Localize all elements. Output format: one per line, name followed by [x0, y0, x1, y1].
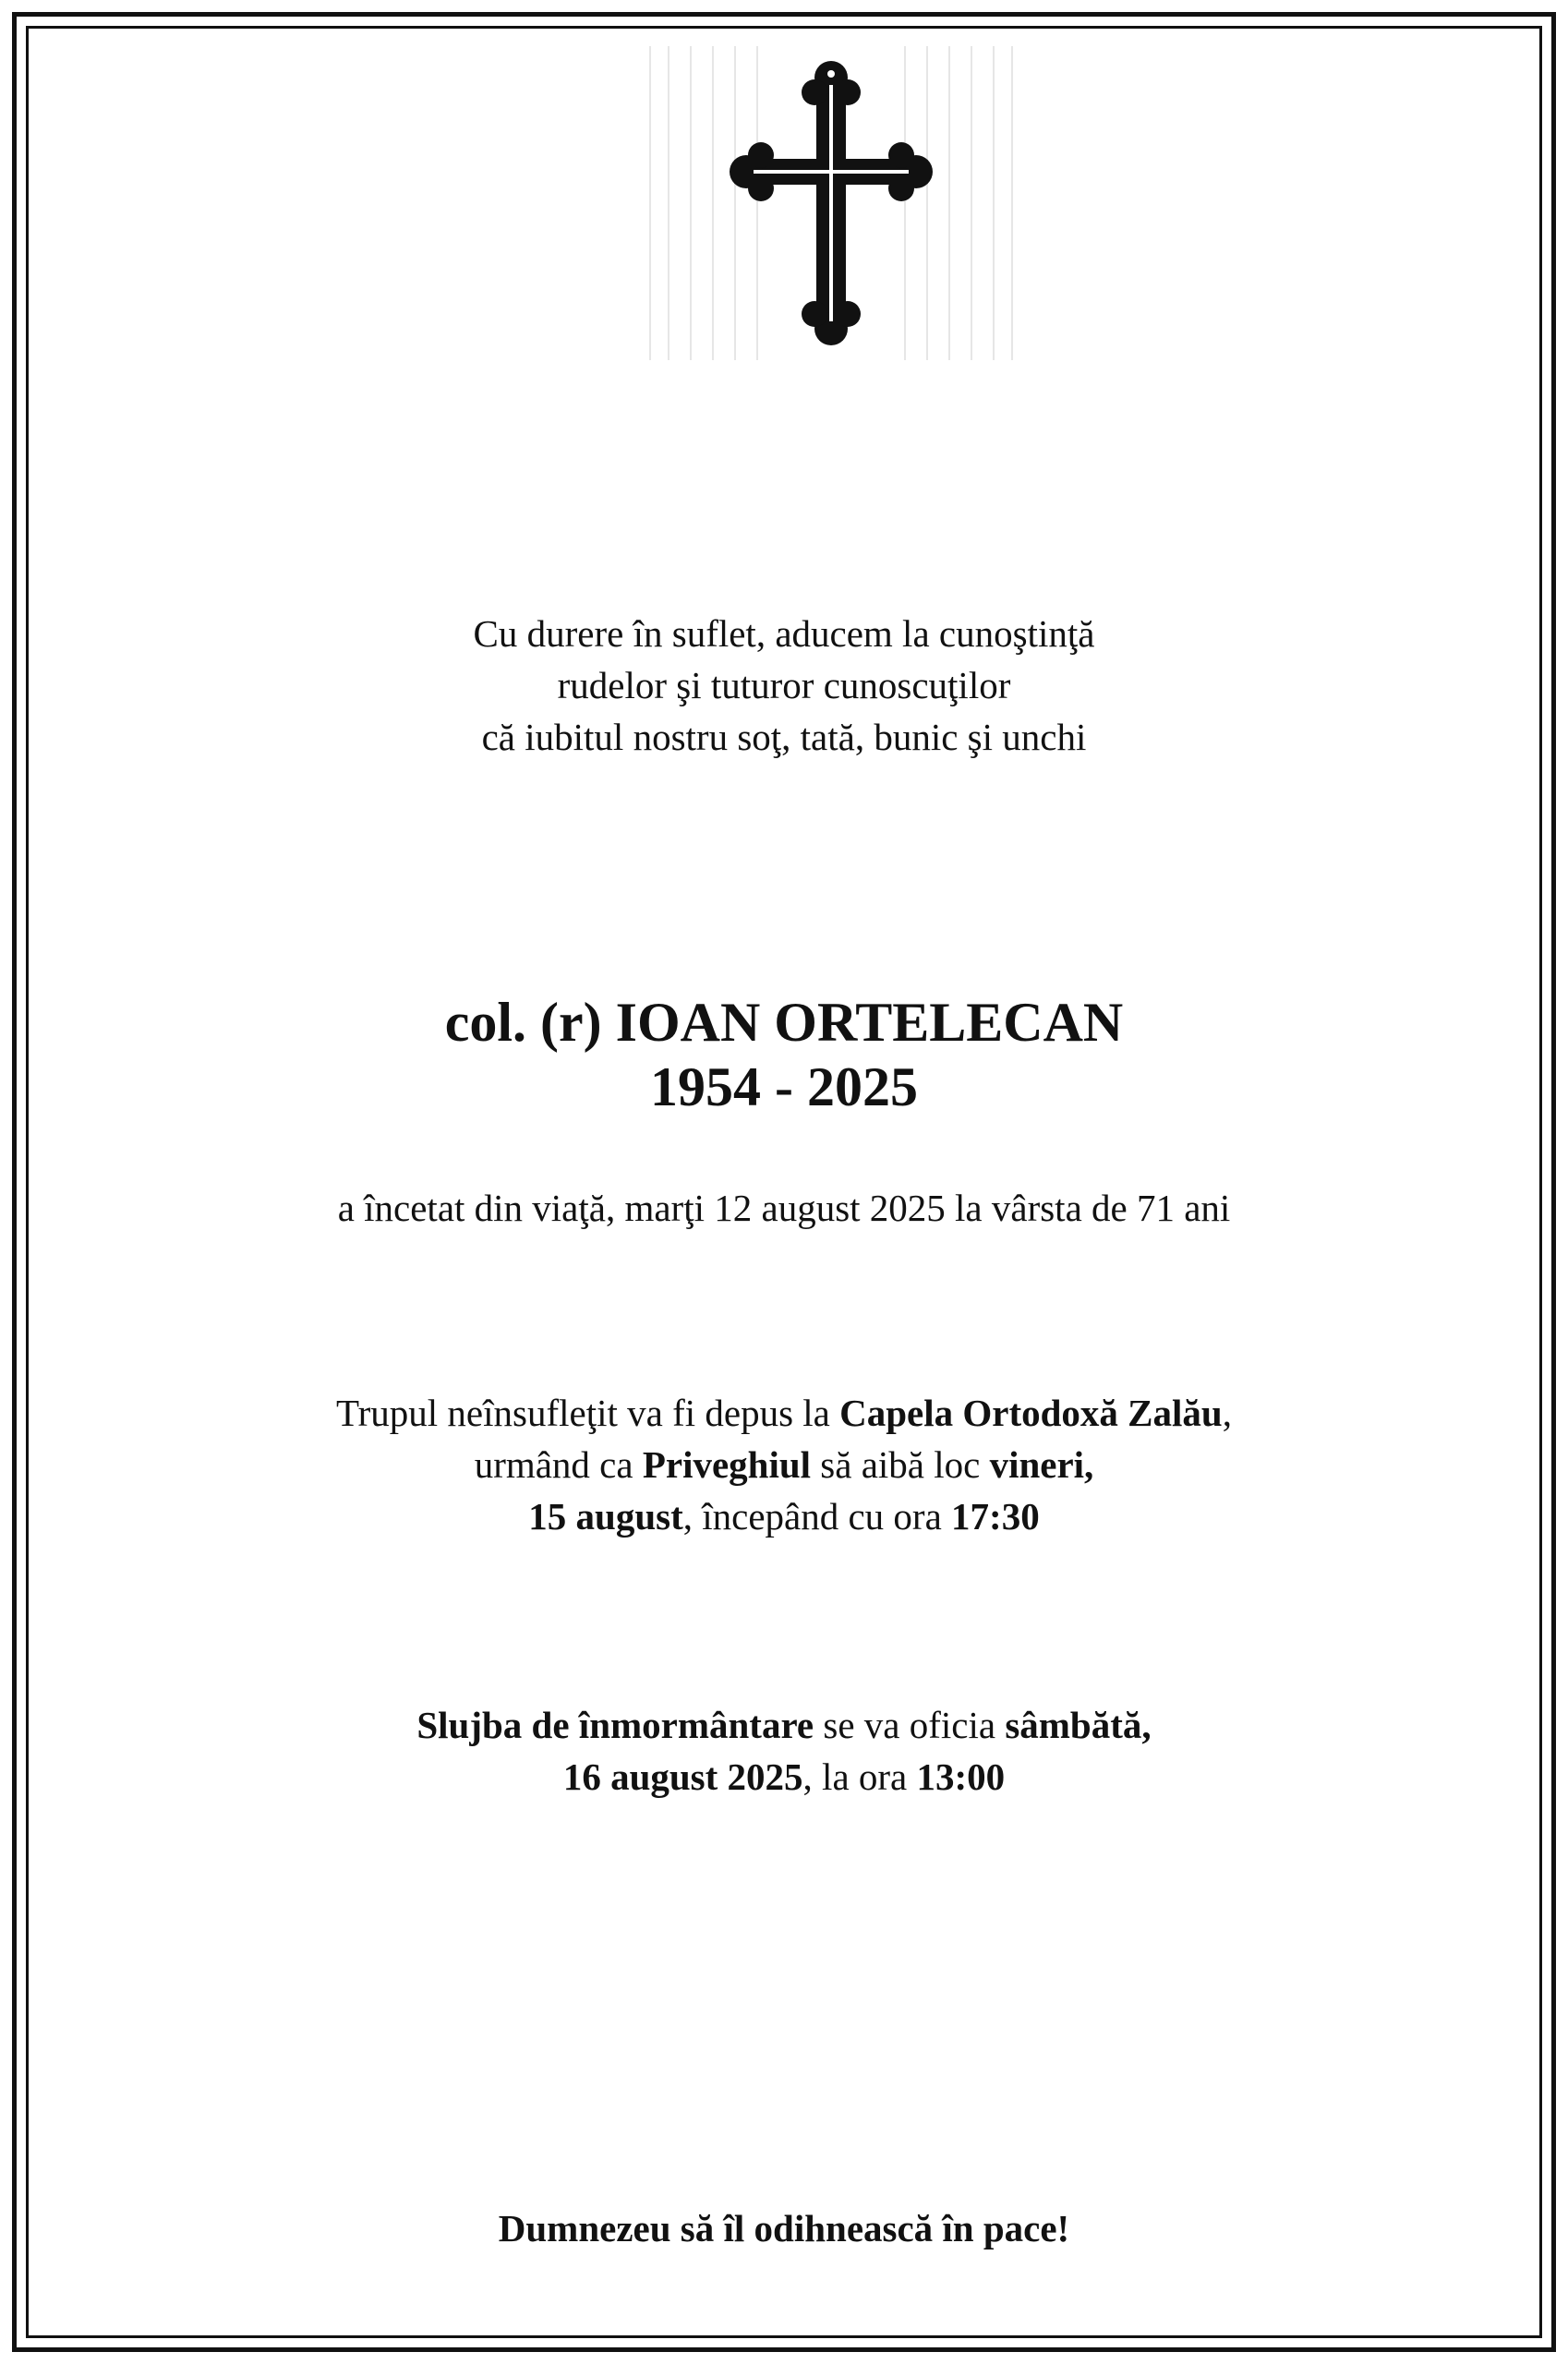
- death-notice: [0, 1182, 1568, 1234]
- intro-line-1: Cu durere în suflet, aducem la cunoştinţă: [473, 612, 1095, 655]
- funeral-line-2: [0, 1751, 1568, 1803]
- wake-line-3: [0, 1490, 1568, 1542]
- wake-text: ,: [1222, 1392, 1232, 1434]
- deceased-name: col. (r) IOAN ORTELECAN: [444, 992, 1124, 1053]
- funeral-line-1: [0, 1699, 1568, 1751]
- wake-line-2: [0, 1439, 1568, 1490]
- blessing-text: Dumnezeu să îl odihnească în pace!: [498, 2207, 1070, 2249]
- wake-paragraph: [0, 1387, 1568, 1542]
- funeral-text: , la ora: [802, 1755, 917, 1798]
- funeral-date: 16 august 2025: [562, 1755, 803, 1798]
- wake-day: vineri,: [989, 1443, 1094, 1486]
- wake-text: , începând cu ora: [682, 1495, 952, 1538]
- deceased-years: 1954 - 2025: [650, 1056, 918, 1117]
- funeral-time: 13:00: [916, 1755, 1006, 1798]
- funeral-service-label: Slujba de înmormântare: [416, 1704, 814, 1746]
- intro-line-3: că iubitul nostru soţ, tată, bunic şi unchi: [481, 716, 1087, 758]
- wake-time: 17:30: [951, 1495, 1040, 1538]
- intro-line-2: rudelor şi tuturor cunoscuţilor: [557, 664, 1011, 706]
- cross-icon: [628, 37, 1034, 369]
- death-notice-text: a încetat din viaţă, marţi 12 august 2025 la vârsta de 71 ani: [337, 1187, 1231, 1229]
- wake-line-1: [0, 1387, 1568, 1439]
- blessing: [0, 2202, 1568, 2254]
- funeral-day: sâmbătă,: [1005, 1704, 1152, 1746]
- wake-label: Priveghiul: [642, 1443, 812, 1486]
- wake-text: Trupul neînsufleţit va fi depus la: [336, 1392, 840, 1434]
- wake-date: 15 august: [528, 1495, 683, 1538]
- funeral-text: se va oficia: [814, 1704, 1006, 1746]
- wake-text: urmând ca: [474, 1443, 643, 1486]
- deceased-heading: [0, 990, 1568, 1119]
- intro-paragraph: [0, 608, 1568, 763]
- funeral-paragraph: [0, 1699, 1568, 1803]
- chapel-name: Capela Ortodoxă Zalău: [839, 1392, 1223, 1434]
- wake-text: să aibă loc: [811, 1443, 990, 1486]
